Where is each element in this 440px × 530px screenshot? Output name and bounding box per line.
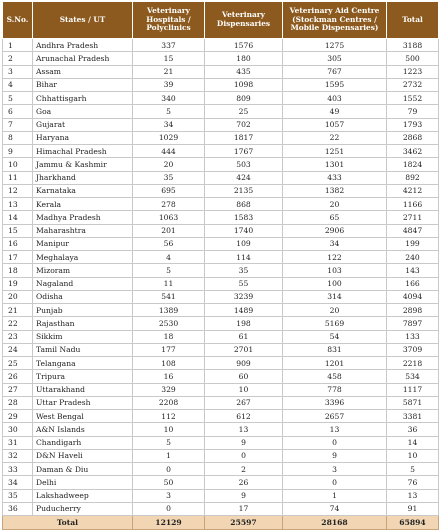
cell-dispensaries: 25 (205, 105, 283, 118)
cell-aid-centres: 2906 (283, 224, 387, 237)
total-hospitals: 12129 (133, 516, 205, 530)
cell-sno: 32 (3, 449, 33, 462)
cell-sno: 12 (3, 184, 33, 197)
cell-dispensaries: 26 (205, 476, 283, 489)
cell-sno: 11 (3, 171, 33, 184)
total-grand: 65894 (387, 516, 439, 530)
cell-total: 2732 (387, 78, 439, 91)
cell-aid-centres: 458 (283, 370, 387, 383)
table-row (3, 436, 439, 449)
cell-state: Odisha (33, 290, 133, 303)
cell-state: Manipur (33, 237, 133, 250)
cell-sno: 4 (3, 78, 33, 91)
cell-total: 143 (387, 264, 439, 277)
cell-state: Daman & Diu (33, 463, 133, 476)
cell-total: 1793 (387, 118, 439, 131)
cell-state: Rajasthan (33, 317, 133, 330)
table-header (3, 2, 439, 39)
cell-dispensaries: 267 (205, 396, 283, 409)
table-row (3, 304, 439, 317)
table-row (3, 92, 439, 105)
cell-sno: 13 (3, 198, 33, 211)
table-row (3, 78, 439, 91)
cell-sno: 33 (3, 463, 33, 476)
cell-hospitals: 1389 (133, 304, 205, 317)
cell-dispensaries: 2 (205, 463, 283, 476)
cell-aid-centres: 22 (283, 131, 387, 144)
cell-aid-centres: 13 (283, 423, 387, 436)
cell-sno: 8 (3, 131, 33, 144)
total-label: Total (3, 516, 133, 530)
cell-aid-centres: 100 (283, 277, 387, 290)
cell-hospitals: 695 (133, 184, 205, 197)
cell-sno: 31 (3, 436, 33, 449)
cell-hospitals: 340 (133, 92, 205, 105)
cell-dispensaries: 180 (205, 52, 283, 65)
cell-total: 5 (387, 463, 439, 476)
cell-state: Chhattisgarh (33, 92, 133, 105)
cell-state: Jharkhand (33, 171, 133, 184)
total-dispensaries: 25597 (205, 516, 283, 530)
cell-state: Mizoram (33, 264, 133, 277)
cell-dispensaries: 1576 (205, 39, 283, 52)
cell-sno: 10 (3, 158, 33, 171)
cell-dispensaries: 198 (205, 317, 283, 330)
cell-hospitals: 34 (133, 118, 205, 131)
cell-aid-centres: 3396 (283, 396, 387, 409)
cell-sno: 35 (3, 489, 33, 502)
cell-total: 91 (387, 502, 439, 515)
cell-total: 36 (387, 423, 439, 436)
cell-aid-centres: 314 (283, 290, 387, 303)
cell-total: 240 (387, 251, 439, 264)
cell-state: Assam (33, 65, 133, 78)
cell-aid-centres: 1382 (283, 184, 387, 197)
header-state: States / UT (33, 2, 133, 39)
table-row (3, 410, 439, 423)
cell-aid-centres: 9 (283, 449, 387, 462)
cell-hospitals: 541 (133, 290, 205, 303)
table-row (3, 184, 439, 197)
cell-aid-centres: 49 (283, 105, 387, 118)
cell-hospitals: 11 (133, 277, 205, 290)
cell-sno: 27 (3, 383, 33, 396)
table-row (3, 211, 439, 224)
cell-aid-centres: 103 (283, 264, 387, 277)
cell-dispensaries: 109 (205, 237, 283, 250)
cell-hospitals: 1029 (133, 131, 205, 144)
cell-state: Telangana (33, 357, 133, 370)
cell-aid-centres: 122 (283, 251, 387, 264)
cell-total: 3709 (387, 343, 439, 356)
cell-sno: 26 (3, 370, 33, 383)
cell-sno: 3 (3, 65, 33, 78)
cell-hospitals: 337 (133, 39, 205, 52)
cell-dispensaries: 3239 (205, 290, 283, 303)
cell-hospitals: 108 (133, 357, 205, 370)
table-row (3, 264, 439, 277)
cell-hospitals: 4 (133, 251, 205, 264)
table-row (3, 224, 439, 237)
cell-aid-centres: 0 (283, 436, 387, 449)
table-row (3, 476, 439, 489)
table-row (3, 463, 439, 476)
cell-hospitals: 50 (133, 476, 205, 489)
cell-dispensaries: 0 (205, 449, 283, 462)
cell-aid-centres: 1201 (283, 357, 387, 370)
table-row (3, 290, 439, 303)
cell-aid-centres: 65 (283, 211, 387, 224)
cell-aid-centres: 20 (283, 198, 387, 211)
cell-dispensaries: 10 (205, 383, 283, 396)
cell-total: 1552 (387, 92, 439, 105)
cell-hospitals: 35 (133, 171, 205, 184)
cell-aid-centres: 0 (283, 476, 387, 489)
cell-total: 14 (387, 436, 439, 449)
table-row (3, 449, 439, 462)
table-row (3, 330, 439, 343)
cell-state: Tripura (33, 370, 133, 383)
cell-aid-centres: 1275 (283, 39, 387, 52)
cell-total: 4847 (387, 224, 439, 237)
cell-state: Arunachal Pradesh (33, 52, 133, 65)
cell-total: 7897 (387, 317, 439, 330)
cell-aid-centres: 5169 (283, 317, 387, 330)
cell-aid-centres: 1595 (283, 78, 387, 91)
table-row (3, 343, 439, 356)
cell-sno: 9 (3, 145, 33, 158)
cell-dispensaries: 60 (205, 370, 283, 383)
cell-state: Bihar (33, 78, 133, 91)
header-total: Total (387, 2, 439, 39)
cell-state: Himachal Pradesh (33, 145, 133, 158)
cell-sno: 28 (3, 396, 33, 409)
cell-total: 1166 (387, 198, 439, 211)
cell-sno: 6 (3, 105, 33, 118)
cell-total: 1223 (387, 65, 439, 78)
cell-dispensaries: 1817 (205, 131, 283, 144)
cell-dispensaries: 13 (205, 423, 283, 436)
cell-dispensaries: 435 (205, 65, 283, 78)
cell-total: 3462 (387, 145, 439, 158)
cell-hospitals: 21 (133, 65, 205, 78)
cell-state: Andhra Pradesh (33, 39, 133, 52)
cell-total: 166 (387, 277, 439, 290)
cell-state: Kerala (33, 198, 133, 211)
table-row (3, 489, 439, 502)
table-row (3, 317, 439, 330)
table-row (3, 370, 439, 383)
cell-sno: 21 (3, 304, 33, 317)
cell-dispensaries: 9 (205, 436, 283, 449)
cell-total: 79 (387, 105, 439, 118)
cell-hospitals: 16 (133, 370, 205, 383)
cell-state: Tamil Nadu (33, 343, 133, 356)
cell-total: 2711 (387, 211, 439, 224)
cell-total: 1824 (387, 158, 439, 171)
cell-dispensaries: 424 (205, 171, 283, 184)
cell-sno: 22 (3, 317, 33, 330)
cell-hospitals: 10 (133, 423, 205, 436)
cell-state: D&N Haveli (33, 449, 133, 462)
cell-hospitals: 329 (133, 383, 205, 396)
cell-aid-centres: 54 (283, 330, 387, 343)
table-row (3, 251, 439, 264)
cell-hospitals: 18 (133, 330, 205, 343)
cell-aid-centres: 403 (283, 92, 387, 105)
cell-state: A&N Islands (33, 423, 133, 436)
table-body (3, 39, 439, 516)
cell-sno: 18 (3, 264, 33, 277)
cell-hospitals: 39 (133, 78, 205, 91)
cell-hospitals: 3 (133, 489, 205, 502)
cell-aid-centres: 20 (283, 304, 387, 317)
cell-aid-centres: 1251 (283, 145, 387, 158)
cell-dispensaries: 1489 (205, 304, 283, 317)
cell-aid-centres: 1057 (283, 118, 387, 131)
cell-sno: 17 (3, 251, 33, 264)
cell-total: 4212 (387, 184, 439, 197)
cell-state: Haryana (33, 131, 133, 144)
veterinary-institutions-table (2, 1, 439, 530)
cell-sno: 30 (3, 423, 33, 436)
cell-hospitals: 1 (133, 449, 205, 462)
cell-total: 4094 (387, 290, 439, 303)
cell-hospitals: 20 (133, 158, 205, 171)
table-row (3, 105, 439, 118)
cell-aid-centres: 305 (283, 52, 387, 65)
cell-dispensaries: 2701 (205, 343, 283, 356)
cell-hospitals: 2208 (133, 396, 205, 409)
cell-total: 2868 (387, 131, 439, 144)
cell-dispensaries: 35 (205, 264, 283, 277)
table-footer (3, 516, 439, 530)
cell-dispensaries: 9 (205, 489, 283, 502)
cell-state: Nagaland (33, 277, 133, 290)
cell-state: Uttarakhand (33, 383, 133, 396)
cell-total: 3381 (387, 410, 439, 423)
cell-total: 13 (387, 489, 439, 502)
cell-aid-centres: 74 (283, 502, 387, 515)
cell-dispensaries: 114 (205, 251, 283, 264)
cell-state: Lakshadweep (33, 489, 133, 502)
cell-total: 892 (387, 171, 439, 184)
table-row (3, 131, 439, 144)
cell-state: West Bengal (33, 410, 133, 423)
cell-total: 76 (387, 476, 439, 489)
cell-hospitals: 5 (133, 264, 205, 277)
cell-hospitals: 278 (133, 198, 205, 211)
cell-sno: 29 (3, 410, 33, 423)
cell-hospitals: 444 (133, 145, 205, 158)
table-row (3, 277, 439, 290)
cell-state: Gujarat (33, 118, 133, 131)
cell-sno: 36 (3, 502, 33, 515)
table-row (3, 383, 439, 396)
cell-state: Goa (33, 105, 133, 118)
cell-dispensaries: 809 (205, 92, 283, 105)
cell-dispensaries: 868 (205, 198, 283, 211)
cell-dispensaries: 17 (205, 502, 283, 515)
cell-dispensaries: 1740 (205, 224, 283, 237)
cell-sno: 14 (3, 211, 33, 224)
cell-aid-centres: 1 (283, 489, 387, 502)
cell-dispensaries: 612 (205, 410, 283, 423)
header-aid-centres: Veterinary Aid Centre (Stockman Centres / Mobile Dispensaries) (283, 2, 387, 39)
cell-aid-centres: 1301 (283, 158, 387, 171)
table-row (3, 357, 439, 370)
total-row (3, 516, 439, 530)
cell-aid-centres: 831 (283, 343, 387, 356)
cell-state: Jammu & Kashmir (33, 158, 133, 171)
table-row (3, 39, 439, 52)
header-row (3, 2, 439, 39)
cell-state: Delhi (33, 476, 133, 489)
cell-dispensaries: 1767 (205, 145, 283, 158)
cell-sno: 5 (3, 92, 33, 105)
cell-total: 2218 (387, 357, 439, 370)
header-hospitals: Veterinary Hospitals / Polyclinics (133, 2, 205, 39)
cell-sno: 23 (3, 330, 33, 343)
header-dispensaries: Veterinary Dispensaries (205, 2, 283, 39)
cell-total: 500 (387, 52, 439, 65)
cell-sno: 25 (3, 357, 33, 370)
cell-dispensaries: 55 (205, 277, 283, 290)
cell-hospitals: 2530 (133, 317, 205, 330)
cell-dispensaries: 909 (205, 357, 283, 370)
cell-hospitals: 56 (133, 237, 205, 250)
cell-state: Sikkim (33, 330, 133, 343)
cell-sno: 24 (3, 343, 33, 356)
cell-total: 10 (387, 449, 439, 462)
cell-state: Uttar Pradesh (33, 396, 133, 409)
table-row (3, 158, 439, 171)
cell-total: 534 (387, 370, 439, 383)
cell-sno: 20 (3, 290, 33, 303)
table-row (3, 237, 439, 250)
header-sno: S.No. (3, 2, 33, 39)
cell-total: 2898 (387, 304, 439, 317)
cell-hospitals: 5 (133, 105, 205, 118)
cell-hospitals: 15 (133, 52, 205, 65)
cell-sno: 2 (3, 52, 33, 65)
cell-sno: 19 (3, 277, 33, 290)
cell-dispensaries: 702 (205, 118, 283, 131)
cell-state: Chandigarh (33, 436, 133, 449)
cell-state: Madhya Pradesh (33, 211, 133, 224)
cell-state: Puducherry (33, 502, 133, 515)
cell-hospitals: 0 (133, 463, 205, 476)
table-row (3, 118, 439, 131)
cell-hospitals: 112 (133, 410, 205, 423)
table-row (3, 65, 439, 78)
cell-total: 5871 (387, 396, 439, 409)
cell-dispensaries: 1583 (205, 211, 283, 224)
cell-dispensaries: 61 (205, 330, 283, 343)
cell-hospitals: 0 (133, 502, 205, 515)
cell-aid-centres: 2657 (283, 410, 387, 423)
cell-sno: 15 (3, 224, 33, 237)
cell-aid-centres: 433 (283, 171, 387, 184)
table-row (3, 198, 439, 211)
cell-dispensaries: 2135 (205, 184, 283, 197)
cell-hospitals: 5 (133, 436, 205, 449)
cell-aid-centres: 34 (283, 237, 387, 250)
cell-hospitals: 201 (133, 224, 205, 237)
cell-total: 133 (387, 330, 439, 343)
table-row (3, 423, 439, 436)
cell-state: Meghalaya (33, 251, 133, 264)
cell-sno: 16 (3, 237, 33, 250)
cell-total: 3188 (387, 39, 439, 52)
table-row (3, 52, 439, 65)
total-aid-centres: 28168 (283, 516, 387, 530)
table-row (3, 502, 439, 515)
cell-sno: 1 (3, 39, 33, 52)
cell-dispensaries: 503 (205, 158, 283, 171)
cell-state: Maharashtra (33, 224, 133, 237)
cell-total: 199 (387, 237, 439, 250)
cell-sno: 7 (3, 118, 33, 131)
cell-dispensaries: 1098 (205, 78, 283, 91)
cell-total: 1117 (387, 383, 439, 396)
cell-aid-centres: 767 (283, 65, 387, 78)
cell-aid-centres: 3 (283, 463, 387, 476)
table-row (3, 396, 439, 409)
table-row (3, 145, 439, 158)
cell-sno: 34 (3, 476, 33, 489)
cell-state: Punjab (33, 304, 133, 317)
cell-hospitals: 1063 (133, 211, 205, 224)
cell-hospitals: 177 (133, 343, 205, 356)
cell-state: Karnataka (33, 184, 133, 197)
cell-aid-centres: 778 (283, 383, 387, 396)
table-row (3, 171, 439, 184)
